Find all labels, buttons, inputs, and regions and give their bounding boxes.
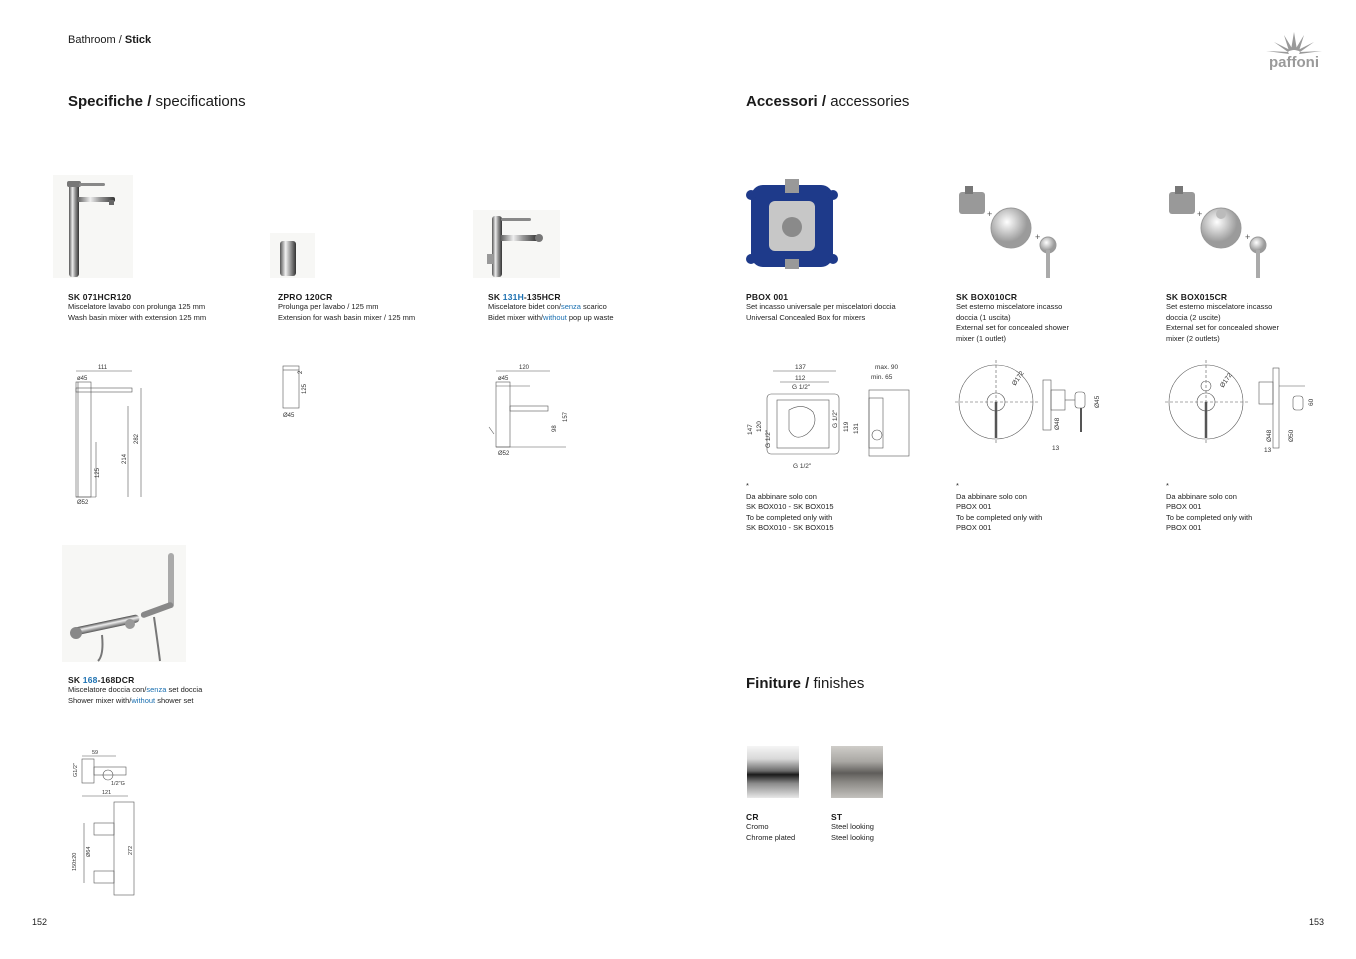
accessories-title-bold: Accessori / (746, 93, 827, 110)
dim-label: 157 (563, 411, 569, 422)
dim-label: 137 (795, 364, 806, 371)
dim-label: 121 (102, 790, 112, 796)
dim-label: Ø48 (1054, 417, 1061, 430)
dim-label: ø45 (77, 376, 88, 382)
finishes-title (746, 675, 864, 692)
dim-label: 150±20 (72, 852, 78, 871)
finish-name-it: Steel looking (831, 822, 874, 831)
product-extension (278, 292, 468, 323)
dim-label: 214 (122, 453, 128, 464)
product-desc-it: Miscelatore bidet con/senza scarico (488, 302, 607, 311)
dim-label: 131 (853, 423, 860, 434)
dim-label: 1/2"G (111, 781, 125, 787)
dim-label: Ø52 (498, 451, 510, 457)
svg-text:+: + (987, 209, 993, 219)
svg-text:+: + (1035, 232, 1041, 242)
dim-label: G1/2" (73, 763, 79, 777)
dim-label: 13 (1052, 445, 1060, 452)
dim-label: 60 (1308, 398, 1315, 406)
dim-label: 98 (552, 425, 558, 432)
dim-label: G 1/2" (793, 463, 812, 470)
dim-label: Ø45 (1094, 395, 1101, 408)
breadcrumb-section[interactable]: Bathroom / (68, 34, 122, 46)
dim-label: Ø64 (86, 846, 92, 857)
dim-label: 120 (519, 365, 530, 371)
specs-title-light: specifications (155, 93, 246, 110)
product-basin-mixer (68, 292, 258, 323)
basin-mixer-drawing (68, 362, 158, 510)
finish-name-en: Steel looking (831, 832, 874, 842)
dim-label: ø45 (498, 376, 509, 382)
product-desc-it: Miscelatore lavabo con prolunga 125 mm (68, 302, 206, 311)
specs-title-bold: Specifiche / (68, 93, 152, 110)
product-desc-en: Universal Concealed Box for mixers (746, 312, 866, 322)
accessories-title (746, 93, 909, 110)
page-number-left: 152 (32, 917, 48, 927)
dim-label: 119 (843, 421, 850, 432)
finish-st (831, 812, 911, 843)
svg-text:+: + (1197, 209, 1203, 219)
finish-name-it: Cromo (746, 822, 769, 831)
dim-label: 13 (1264, 447, 1272, 454)
box010-drawing (955, 360, 1110, 460)
product-desc-en: Wash basin mixer with extension 125 mm (68, 312, 207, 322)
dim-label: G 1/2" (765, 429, 772, 448)
dim-label: 2 (298, 370, 304, 374)
dim-label: 282 (134, 433, 140, 444)
product-desc-en: Shower mixer with/without shower set (68, 695, 194, 705)
finishes-title-light: finishes (813, 675, 865, 692)
product-box015: SK BOX015CR Set esterno miscelatore incasso doccia (2 uscite) External set for concealed shower mixer (2 outlets) (1166, 292, 1346, 344)
box015-note: * Da abbinare solo con PBOX 001 To be completed only with PBOX 001 (1166, 481, 1253, 532)
finishes-title-bold: Finiture / (746, 675, 810, 692)
dim-label: Ø45 (283, 413, 295, 419)
finish-swatch-cr[interactable] (747, 746, 799, 798)
product-code: SK 131H-135HCR (488, 292, 561, 302)
bidet-mixer-drawing (486, 362, 576, 462)
box010-image (955, 182, 1065, 280)
dim-label: 120 (756, 421, 763, 432)
dim-label: Ø50 (1288, 429, 1295, 442)
dim-label: 59 (92, 750, 99, 756)
finish-name-en: Chrome plated (746, 832, 796, 842)
svg-text:+: + (1245, 232, 1251, 242)
specs-title (68, 93, 246, 110)
product-code: SK 168-168DCR (68, 675, 135, 685)
product-code: ZPRO 120CR (278, 292, 333, 302)
product-box010: SK BOX010CR Set esterno miscelatore incasso doccia (1 uscita) External set for concealed shower mixer (1 outlet) (956, 292, 1146, 344)
shower-mixer-drawing (66, 745, 146, 900)
product-pbox (746, 292, 946, 323)
extension-drawing (278, 362, 318, 422)
pbox-note: * Da abbinare solo con SK BOX010 - SK BOX015 To be completed only with SK BOX010 - SK BOX015 (746, 481, 834, 532)
dim-label: 125 (302, 383, 308, 394)
logo-text: paffoni (1269, 54, 1319, 71)
page-number-right: 153 (1309, 917, 1325, 927)
breadcrumb (68, 34, 151, 46)
box015-image (1165, 182, 1275, 280)
product-bidet-mixer (488, 292, 688, 323)
product-desc-it: Set incasso universale per miscelatori doccia (746, 302, 896, 311)
finish-swatch-st[interactable] (831, 746, 883, 798)
accessories-title-light: accessories (830, 93, 910, 110)
box015-drawing (1165, 360, 1325, 460)
dim-label: max. 90 (875, 364, 899, 371)
dim-label: 111 (98, 365, 108, 371)
finish-cr (746, 812, 826, 843)
bidet-mixer-image (473, 210, 560, 278)
dim-label: Ø172 (1010, 370, 1026, 388)
dim-label: Ø48 (1266, 429, 1273, 442)
dim-label: min. 65 (871, 374, 893, 381)
pbox-image (745, 175, 840, 275)
dim-label: 272 (128, 845, 134, 855)
product-code: PBOX 001 (746, 292, 789, 302)
product-desc-it: Prolunga per lavabo / 125 mm (278, 302, 379, 311)
product-shower-mixer (68, 675, 268, 706)
finish-code: ST (831, 812, 843, 822)
dim-label: 112 (795, 375, 806, 382)
dim-label: G 1/2" (792, 384, 811, 391)
pbox-drawing (743, 360, 918, 475)
product-desc-it: Miscelatore doccia con/senza set doccia (68, 685, 203, 694)
finish-code: CR (746, 812, 759, 822)
dim-label: Ø172 (1218, 372, 1234, 390)
product-code: SK 071HCR120 (68, 292, 132, 302)
dim-label: 125 (95, 467, 101, 478)
dim-label: Ø52 (77, 500, 89, 506)
shower-mixer-image (62, 545, 186, 662)
product-code: SK BOX010CR (956, 292, 1018, 302)
product-desc-en: Bidet mixer with/without pop up waste (488, 312, 614, 322)
basin-mixer-image (53, 175, 133, 278)
extension-image (270, 233, 315, 278)
dim-label: 147 (747, 424, 754, 435)
dim-label: G 1/2" (832, 409, 839, 428)
breadcrumb-current: Stick (124, 34, 152, 46)
box010-note: * Da abbinare solo con PBOX 001 To be completed only with PBOX 001 (956, 481, 1043, 532)
paffoni-logo-mark (1262, 30, 1326, 72)
product-desc-en: Extension for wash basin mixer / 125 mm (278, 312, 416, 322)
product-code: SK BOX015CR (1166, 292, 1228, 302)
paffoni-logo (1262, 30, 1326, 72)
